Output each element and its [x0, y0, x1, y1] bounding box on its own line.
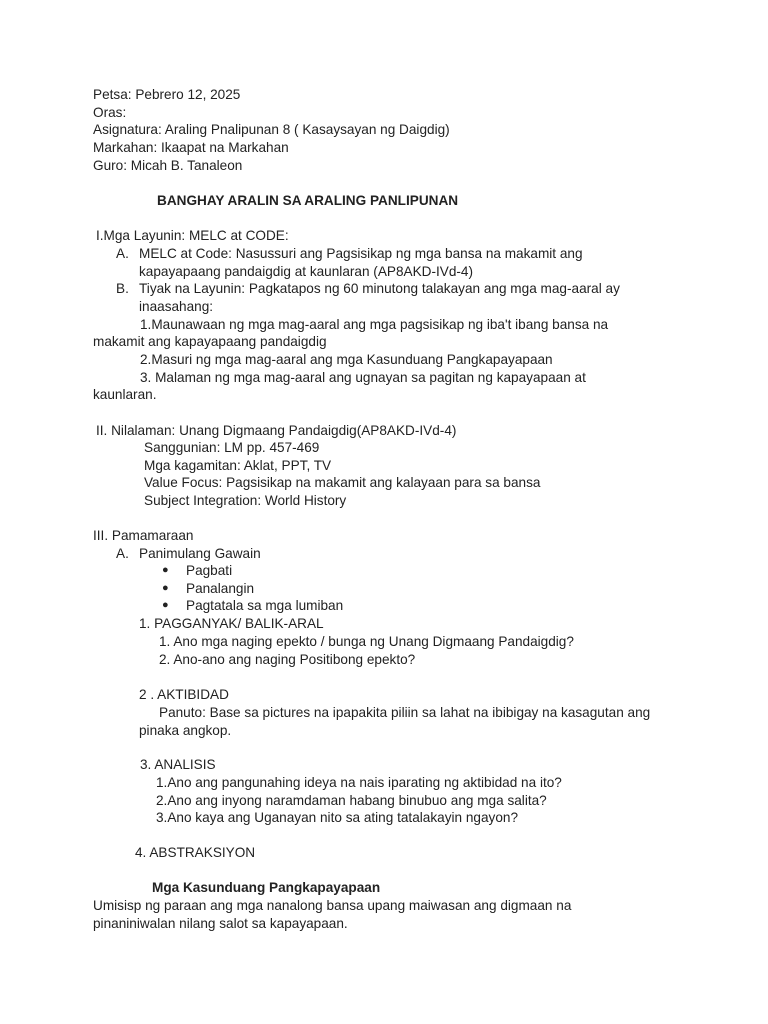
activity-instruction: Panuto: Base sa pictures na ipapakita piliin sa lahat na ibibigay na kasagutan ang: [159, 705, 651, 720]
melc-marker: A.: [116, 246, 129, 261]
abstraction-subheading: Mga Kasunduang Pangkapayapaan: [152, 880, 381, 895]
analysis-heading: 3. ANALISIS: [140, 757, 216, 772]
analysis-question-2: 2.Ano ang inyong naramdaman habang binubuo ang mga salita?: [156, 793, 547, 808]
activity-instruction-cont: pinaka angkop.: [139, 723, 232, 738]
procedure-heading: III. Pamamaraan: [93, 528, 194, 543]
reference-line: Sanggunian: LM pp. 457-469: [144, 440, 320, 455]
objective-2: 2.Masuri ng mga mag-aaral ang mga Kasunduang Pangkapayapaan: [140, 352, 553, 367]
content-heading: II. Nilalaman: Unang Digmaang Pandaigdig(AP8AKD-IVd-4): [96, 423, 457, 438]
subject-line: Asignatura: Araling Pnalipunan 8 ( Kasaysayan ng Daigdig): [93, 122, 450, 137]
specific-marker: B.: [116, 281, 129, 296]
abstraction-text-cont: pinaniniwalan nilang salot sa kapayapaan.: [93, 916, 348, 931]
preliminary-activities-label: Panimulang Gawain: [139, 546, 261, 561]
motivation-question-2: 2. Ano-ano ang naging Positibong epekto?: [159, 652, 416, 667]
motivation-heading: 1. PAGGANYAK/ BALIK-ARAL: [139, 616, 324, 631]
objective-1: 1.Maunawaan ng mga mag-aaral ang mga pagsisikap ng iba't ibang bansa na: [140, 317, 609, 332]
objectives-heading: I.Mga Layunin: MELC at CODE:: [96, 228, 289, 243]
melc-text-cont: kapayapaang pandaigdig at kaunlaran (AP8AKD-IVd-4): [139, 264, 474, 279]
teacher-line: Guro: Micah B. Tanaleon: [93, 158, 243, 173]
melc-text: MELC at Code: Nasussuri ang Pagsisikap ng mga bansa na makamit ang: [139, 246, 583, 261]
list-item: Pagbati: [186, 563, 233, 578]
activity-heading: 2 . AKTIBIDAD: [139, 687, 229, 702]
abstraction-heading: 4. ABSTRAKSIYON: [135, 845, 256, 860]
list-item: Panalangin: [186, 581, 255, 596]
time-line: Oras:: [93, 105, 127, 120]
bullet-icon: ●: [162, 599, 169, 611]
bullet-icon: ●: [162, 564, 169, 576]
preliminary-marker: A.: [116, 546, 129, 561]
materials-line: Mga kagamitan: Aklat, PPT, TV: [144, 458, 332, 473]
objective-3: 3. Malaman ng mga mag-aaral ang ugnayan sa pagitan ng kapayapaan at: [140, 370, 586, 385]
bullet-icon: ●: [162, 582, 169, 594]
objective-3-cont: kaunlaran.: [93, 387, 157, 402]
abstraction-text: Umisisp ng paraan ang mga nanalong bansa upang maiwasan ang digmaan na: [93, 898, 572, 913]
objective-1-cont: makamit ang kapayapaang pandaigdig: [93, 334, 327, 349]
quarter-line: Markahan: Ikaapat na Markahan: [93, 140, 289, 155]
analysis-question-1: 1.Ano ang pangunahing ideya na nais iparating ng aktibidad na ito?: [156, 775, 562, 790]
specific-objectives-text: Tiyak na Layunin: Pagkatapos ng 60 minutong talakayan ang mga mag-aaral ay: [139, 281, 620, 296]
value-focus-line: Value Focus: Pagsisikap na makamit ang kalayaan para sa bansa: [144, 475, 541, 490]
specific-objectives-text-cont: inaasahang:: [139, 299, 214, 314]
document-title: BANGHAY ARALIN SA ARALING PANLIPUNAN: [157, 193, 459, 208]
integration-line: Subject Integration: World History: [144, 493, 347, 508]
motivation-question-1: 1. Ano mga naging epekto / bunga ng Unang Digmaang Pandaigdig?: [159, 634, 574, 649]
list-item: Pagtatala sa mga lumiban: [186, 598, 344, 613]
date-line: Petsa: Pebrero 12, 2025: [93, 87, 241, 102]
analysis-question-3: 3.Ano kaya ang Uganayan nito sa ating tatalakayin ngayon?: [156, 810, 519, 825]
